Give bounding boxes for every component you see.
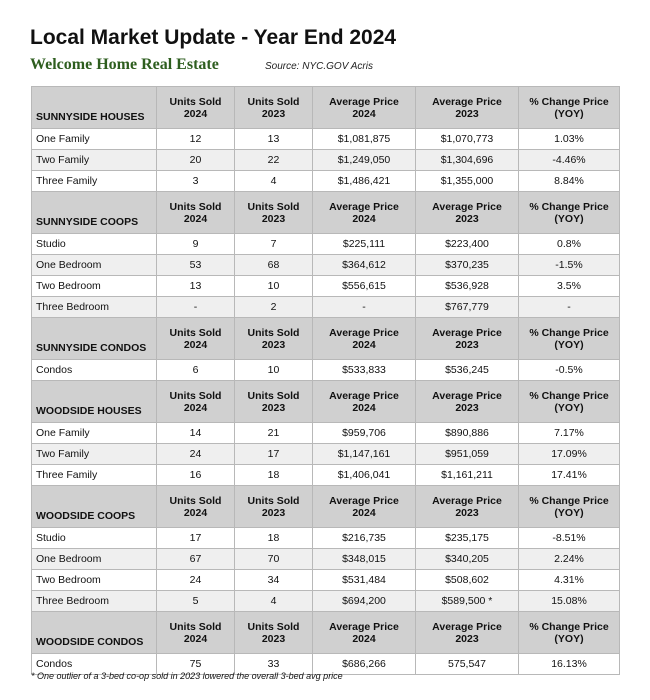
cell-units-sold-2024: 17 [157,528,235,549]
cell-units-sold-2023: 17 [235,444,313,465]
column-header-line: % Change Price [529,494,609,507]
column-header-line: Units Sold [247,95,300,108]
column-header-line: Units Sold [169,95,222,108]
section-title: WOODSIDE CONDOS [32,612,157,654]
column-header-units-sold-2023 [235,87,313,129]
column-header-line: Units Sold [247,200,300,213]
table-row [32,528,620,549]
column-header-average-price-2023 [416,486,519,528]
column-header-line: 2023 [261,212,286,225]
cell-units-sold-2023: 33 [235,654,313,675]
column-header-line: Units Sold [247,389,300,402]
cell-change-price-yoy: 0.8% [519,234,620,255]
cell-average-price-2023: $235,175 [416,528,519,549]
section-header [32,381,620,423]
column-header-units-sold-2024 [157,612,235,654]
cell-average-price-2024: $1,486,421 [313,171,416,192]
column-header-line: Units Sold [169,620,222,633]
cell-average-price-2023: 575,547 [416,654,519,675]
column-header-line: 2023 [455,506,479,519]
column-header-change-price-yoy [519,486,620,528]
cell-change-price-yoy: -1.5% [519,255,620,276]
column-header-average-price-2024 [313,192,416,234]
column-header-line: (YOY) [554,632,584,645]
section-title: WOODSIDE HOUSES [32,381,157,423]
cell-units-sold-2024: 9 [157,234,235,255]
property-type: Two Bedroom [32,276,157,297]
cell-average-price-2023: $1,355,000 [416,171,519,192]
cell-average-price-2023: $1,304,696 [416,150,519,171]
column-header-line: Units Sold [247,494,300,507]
cell-average-price-2024: $959,706 [313,423,416,444]
column-header-units-sold-2024 [157,192,235,234]
table-row [32,423,620,444]
column-header-line: Average Price [432,620,502,633]
column-header-line: 2024 [352,632,376,645]
cell-units-sold-2024: 16 [157,465,235,486]
cell-change-price-yoy: 15.08% [519,591,620,612]
column-header-line: 2023 [261,401,286,414]
market-table-body [32,87,620,675]
cell-change-price-yoy: - [519,297,620,318]
column-header-line: 2023 [261,338,286,351]
column-header-change-price-yoy [519,192,620,234]
cell-average-price-2024: $1,147,161 [313,444,416,465]
cell-units-sold-2023: 68 [235,255,313,276]
cell-average-price-2023: $536,928 [416,276,519,297]
cell-average-price-2023: $589,500 * [416,591,519,612]
table-row [32,255,620,276]
column-header-line: Average Price [329,620,399,633]
property-type: Three Family [32,171,157,192]
column-header-line: 2023 [261,632,286,645]
column-header-line: % Change Price [529,620,609,633]
table-row [32,360,620,381]
property-type: Two Family [32,444,157,465]
column-header-line: Average Price [432,494,502,507]
cell-change-price-yoy: 17.09% [519,444,620,465]
column-header-line: 2023 [261,107,286,120]
column-header-line: Average Price [432,389,502,402]
cell-units-sold-2024: 53 [157,255,235,276]
column-header-line: (YOY) [554,107,584,120]
table-row [32,129,620,150]
cell-average-price-2023: $767,779 [416,297,519,318]
column-header-line: 2023 [261,506,286,519]
column-header-units-sold-2023 [235,612,313,654]
cell-units-sold-2023: 18 [235,465,313,486]
column-header-line: % Change Price [529,389,609,402]
cell-change-price-yoy: 3.5% [519,276,620,297]
column-header-line: 2024 [352,338,376,351]
cell-average-price-2023: $1,161,211 [416,465,519,486]
cell-units-sold-2024: 5 [157,591,235,612]
table-row [32,171,620,192]
cell-units-sold-2024: 20 [157,150,235,171]
column-header-change-price-yoy [519,612,620,654]
cell-units-sold-2023: 10 [235,360,313,381]
column-header-units-sold-2024 [157,486,235,528]
cell-average-price-2023: $890,886 [416,423,519,444]
property-type: Three Bedroom [32,297,157,318]
column-header-line: 2024 [183,212,208,225]
table-row [32,234,620,255]
cell-average-price-2024: $364,612 [313,255,416,276]
column-header-change-price-yoy [519,318,620,360]
cell-units-sold-2023: 21 [235,423,313,444]
column-header-line: Average Price [329,494,399,507]
cell-average-price-2024: $556,615 [313,276,416,297]
column-header-units-sold-2023 [235,318,313,360]
cell-average-price-2024: $531,484 [313,570,416,591]
cell-units-sold-2023: 10 [235,276,313,297]
property-type: Condos [32,654,157,675]
cell-average-price-2024: $1,081,875 [313,129,416,150]
cell-units-sold-2023: 2 [235,297,313,318]
cell-average-price-2024: $1,406,041 [313,465,416,486]
cell-change-price-yoy: 8.84% [519,171,620,192]
cell-units-sold-2024: 14 [157,423,235,444]
column-header-line: (YOY) [554,401,584,414]
section-header [32,612,620,654]
column-header-line: Average Price [329,326,399,339]
property-type: One Family [32,423,157,444]
cell-average-price-2024: - [313,297,416,318]
cell-units-sold-2023: 4 [235,171,313,192]
column-header-line: 2024 [352,212,376,225]
column-header-line: 2023 [455,401,479,414]
column-header-average-price-2023 [416,612,519,654]
column-header-line: Average Price [432,326,502,339]
cell-units-sold-2023: 22 [235,150,313,171]
column-header-line: (YOY) [554,338,584,351]
property-type: Two Bedroom [32,570,157,591]
column-header-line: % Change Price [529,326,609,339]
property-type: One Bedroom [32,549,157,570]
column-header-line: 2024 [352,506,376,519]
section-header [32,486,620,528]
cell-units-sold-2023: 7 [235,234,313,255]
column-header-line: Units Sold [169,326,222,339]
column-header-line: Units Sold [169,389,222,402]
property-type: One Bedroom [32,255,157,276]
column-header-units-sold-2023 [235,192,313,234]
column-header-units-sold-2023 [235,486,313,528]
cell-units-sold-2024: 24 [157,570,235,591]
column-header-line: 2024 [352,401,376,414]
column-header-line: Average Price [329,95,399,108]
section-title: WOODSIDE COOPS [32,486,157,528]
cell-average-price-2023: $1,070,773 [416,129,519,150]
cell-units-sold-2023: 18 [235,528,313,549]
page-title: Local Market Update - Year End 2024 [30,26,397,49]
column-header-average-price-2024 [313,87,416,129]
column-header-line: (YOY) [554,506,584,519]
cell-units-sold-2024: 3 [157,171,235,192]
column-header-units-sold-2024 [157,318,235,360]
cell-average-price-2024: $216,735 [313,528,416,549]
column-header-units-sold-2024 [157,87,235,129]
cell-change-price-yoy: 1.03% [519,129,620,150]
column-header-units-sold-2023 [235,381,313,423]
table-row [32,276,620,297]
table-row [32,150,620,171]
column-header-line: 2024 [352,107,376,120]
property-type: Three Bedroom [32,591,157,612]
cell-units-sold-2024: 12 [157,129,235,150]
column-header-line: 2023 [455,107,479,120]
column-header-line: (YOY) [554,212,584,225]
column-header-line: 2024 [183,107,208,120]
brand-name: Welcome Home Real Estate [30,56,219,73]
column-header-line: Units Sold [169,494,222,507]
cell-units-sold-2023: 34 [235,570,313,591]
column-header-line: Average Price [432,200,502,213]
cell-average-price-2023: $951,059 [416,444,519,465]
cell-change-price-yoy: 16.13% [519,654,620,675]
cell-average-price-2023: $536,245 [416,360,519,381]
table-row [32,591,620,612]
property-type: Studio [32,234,157,255]
column-header-average-price-2024 [313,318,416,360]
column-header-line: Average Price [432,95,502,108]
column-header-average-price-2024 [313,612,416,654]
column-header-line: 2023 [455,338,479,351]
cell-units-sold-2024: 75 [157,654,235,675]
section-title: SUNNYSIDE COOPS [32,192,157,234]
table-row [32,465,620,486]
column-header-average-price-2024 [313,381,416,423]
cell-units-sold-2024: 24 [157,444,235,465]
column-header-average-price-2023 [416,87,519,129]
column-header-line: % Change Price [529,200,609,213]
footnote: * One outlier of a 3-bed co-op sold in 2023 lowered the overall 3-bed avg price [31,671,343,681]
source-note: Source: NYC.GOV Acris [265,61,373,72]
column-header-line: 2023 [455,632,479,645]
cell-average-price-2024: $225,111 [313,234,416,255]
column-header-line: % Change Price [529,95,609,108]
column-header-line: Units Sold [247,326,300,339]
section-title: SUNNYSIDE CONDOS [32,318,157,360]
cell-units-sold-2024: 6 [157,360,235,381]
column-header-line: Average Price [329,389,399,402]
section-title: SUNNYSIDE HOUSES [32,87,157,129]
column-header-average-price-2023 [416,192,519,234]
table-row [32,570,620,591]
section-header [32,318,620,360]
property-type: One Family [32,129,157,150]
cell-change-price-yoy: -8.51% [519,528,620,549]
cell-change-price-yoy: -4.46% [519,150,620,171]
cell-average-price-2024: $686,266 [313,654,416,675]
table-row [32,444,620,465]
column-header-line: 2024 [183,632,208,645]
property-type: Three Family [32,465,157,486]
property-type: Condos [32,360,157,381]
cell-average-price-2024: $694,200 [313,591,416,612]
section-header [32,192,620,234]
cell-average-price-2023: $370,235 [416,255,519,276]
column-header-average-price-2024 [313,486,416,528]
cell-change-price-yoy: 4.31% [519,570,620,591]
cell-average-price-2023: $508,602 [416,570,519,591]
cell-change-price-yoy: 7.17% [519,423,620,444]
column-header-change-price-yoy [519,87,620,129]
cell-units-sold-2024: - [157,297,235,318]
column-header-change-price-yoy [519,381,620,423]
column-header-line: 2023 [455,212,479,225]
column-header-line: Average Price [329,200,399,213]
cell-average-price-2023: $340,205 [416,549,519,570]
cell-average-price-2024: $1,249,050 [313,150,416,171]
market-table [31,86,620,675]
table-row [32,297,620,318]
cell-units-sold-2023: 4 [235,591,313,612]
column-header-line: 2024 [183,401,208,414]
cell-average-price-2023: $223,400 [416,234,519,255]
column-header-line: 2024 [183,506,208,519]
property-type: Two Family [32,150,157,171]
column-header-average-price-2023 [416,318,519,360]
cell-units-sold-2023: 13 [235,129,313,150]
cell-change-price-yoy: 2.24% [519,549,620,570]
cell-average-price-2024: $533,833 [313,360,416,381]
cell-change-price-yoy: 17.41% [519,465,620,486]
cell-average-price-2024: $348,015 [313,549,416,570]
table-row [32,549,620,570]
cell-units-sold-2024: 67 [157,549,235,570]
cell-units-sold-2024: 13 [157,276,235,297]
column-header-average-price-2023 [416,381,519,423]
column-header-line: 2024 [183,338,208,351]
column-header-line: Units Sold [169,200,222,213]
column-header-units-sold-2024 [157,381,235,423]
cell-change-price-yoy: -0.5% [519,360,620,381]
cell-units-sold-2023: 70 [235,549,313,570]
column-header-line: Units Sold [247,620,300,633]
section-header [32,87,620,129]
property-type: Studio [32,528,157,549]
